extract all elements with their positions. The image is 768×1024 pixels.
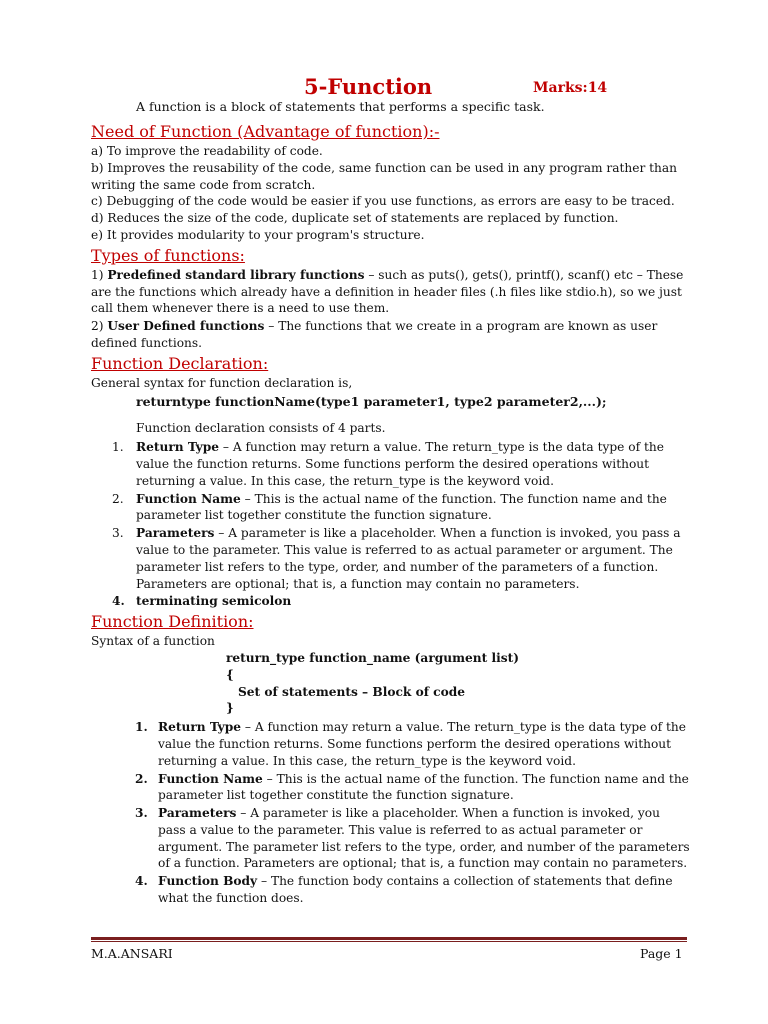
type-term: User Defined functions: [107, 319, 265, 334]
part-desc: – A parameter is like a placeholder. When a function is invoked, you pass a value to the parameter. This value is referred to as actual parameter or argument. The parameter list refers to the type, order, and number of the parameters of a function. Parameters are optional; that is, a function may contain no parameters.: [136, 526, 681, 591]
types-heading: Types of functions:: [91, 245, 245, 265]
list-item: [91, 771, 691, 805]
type-desc: – such as puts(), gets(), printf(), scanf() etc – These are the functions which already have a definition in header files (.h files like stdio.h), so we just call them whenever there is a need to use them.: [91, 267, 684, 316]
definition-parts-list: [91, 719, 691, 907]
list-num: 3.: [135, 806, 148, 821]
part-term: Function Name: [136, 491, 241, 506]
part-desc: – The function body contains a collection of statements that define what the function does.: [158, 874, 673, 906]
type-num: 1): [91, 267, 104, 282]
type-item: [91, 267, 691, 317]
code-body: Set of statements – Block of code: [238, 684, 466, 699]
footer-divider-thin: [91, 941, 687, 942]
page-title: 5-Function: [304, 74, 433, 99]
footer-divider: [91, 937, 687, 940]
intro-text: A function is a block of statements that performs a specific task.: [136, 99, 545, 114]
part-desc: – A function may return a value. The return_type is the data type of the value the function returns. Some functions perform the desired operations without returning a value. In this case, the return_type is the keyword void.: [158, 720, 686, 768]
footer-page-number: Page 1: [640, 946, 683, 961]
definition-heading: Function Definition:: [91, 612, 254, 632]
part-term: Function Name: [158, 771, 263, 786]
part-desc: – A function may return a value. The return_type is the data type of the value the function returns. Some functions perform the desired operations without returning a value. In this case, the return_type is the keyword void.: [136, 440, 664, 488]
main-content: [91, 120, 691, 908]
declaration-syntax: returntype functionName(type1 parameter1, type2 parameter2,...);: [136, 393, 607, 409]
part-term: Function Body: [158, 874, 258, 889]
part-desc: – This is the actual name of the function. The function name and the parameter list together constitute the function signature.: [136, 491, 667, 523]
list-item: [91, 873, 691, 907]
list-item: [91, 525, 691, 592]
type-item: [91, 318, 691, 352]
code-close-brace: }: [226, 701, 234, 716]
list-item: [91, 491, 691, 525]
type-term: Predefined standard library functions: [107, 267, 365, 282]
code-open-brace: {: [226, 667, 234, 682]
part-term: Parameters: [158, 806, 237, 821]
list-num: 3.: [112, 526, 124, 541]
list-item: [91, 719, 691, 769]
need-point: a) To improve the readability of code.: [91, 144, 323, 158]
declaration-consists: Function declaration consists of 4 parts.: [136, 421, 386, 436]
list-item: [91, 593, 691, 610]
need-heading: Need of Function (Advantage of function):-: [91, 122, 440, 141]
footer-author: M.A.ANSARI: [91, 946, 173, 961]
list-num: 2.: [135, 771, 148, 786]
part-term: Parameters: [136, 526, 215, 541]
declaration-general: General syntax for function declaration is,: [91, 375, 353, 390]
marks-label: Marks:14: [533, 80, 608, 96]
part-term: Return Type: [158, 720, 241, 735]
list-num: 2.: [112, 491, 124, 506]
list-num: 4.: [135, 874, 148, 889]
list-num: 1.: [135, 720, 148, 735]
code-line: return_type function_name (argument list): [226, 650, 520, 665]
definition-syntax-label: Syntax of a function: [91, 634, 215, 649]
list-item: [91, 805, 691, 872]
part-term: terminating semicolon: [136, 594, 292, 609]
list-num: 1.: [112, 440, 124, 455]
need-point: e) It provides modularity to your program's structure.: [91, 227, 425, 242]
list-num: 4.: [112, 594, 125, 609]
need-point: d) Reduces the size of the code, duplicate set of statements are replaced by function.: [91, 211, 619, 226]
type-num: 2): [91, 319, 104, 334]
part-desc: – This is the actual name of the function. The function name and the parameter list together constitute the function signature.: [158, 771, 689, 803]
list-item: [91, 439, 691, 489]
declaration-heading: Function Declaration:: [91, 353, 269, 373]
declaration-parts-list: [91, 439, 691, 610]
part-desc: – A parameter is like a placeholder. When a function is invoked, you pass a value to the parameter. This value is referred to as actual parameter or argument. The parameter list refers to the type, order, and number of the parameters of a function. Parameters are optional; that is, a function may contain no parameters.: [158, 806, 690, 871]
type-desc: – The functions that we create in a program are known as user defined functions.: [91, 319, 658, 350]
part-term: Return Type: [136, 440, 219, 455]
need-point: b) Improves the reusability of the code, same function can be used in any program rather than writing the same code from scratch.: [91, 160, 678, 192]
need-point: c) Debugging of the code would be easier if you use functions, as errors are easy to be traced.: [91, 194, 675, 209]
